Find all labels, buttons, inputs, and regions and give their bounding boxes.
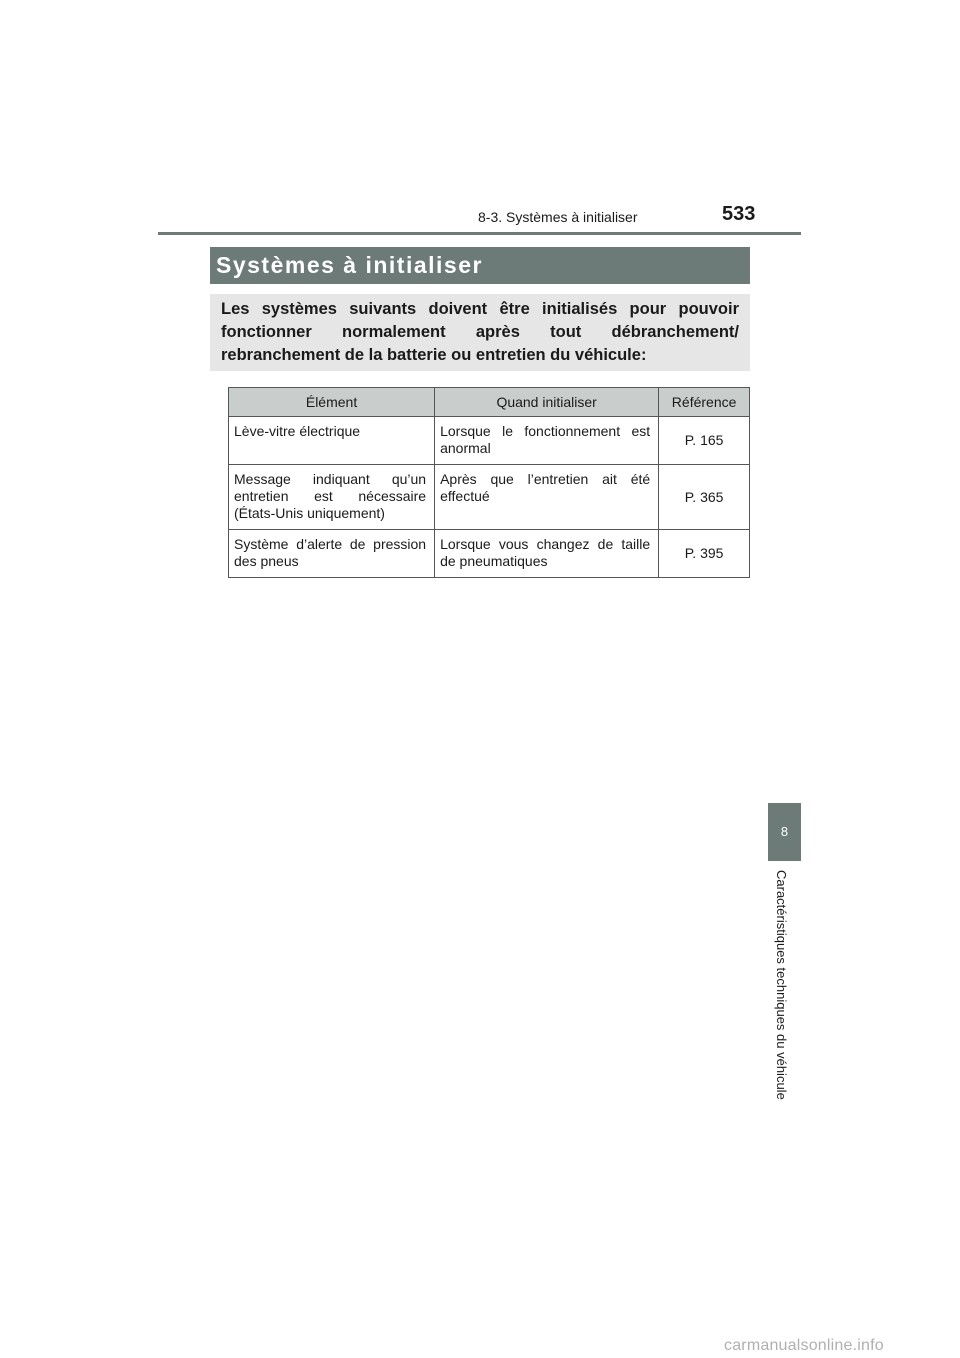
reference-table <box>228 387 750 578</box>
table-row <box>229 465 750 530</box>
cell-when: Après que l’entretien ait été effectué <box>435 465 659 530</box>
cell-reference: P. 165 <box>659 417 750 465</box>
page-title: Systèmes à initialiser <box>216 252 483 278</box>
table-row <box>229 417 750 465</box>
cell-reference: P. 395 <box>659 530 750 578</box>
chapter-side-label: Caractéristiques techniques du véhicule <box>774 870 789 1100</box>
cell-element: Système d’alerte de pression des pneus <box>229 530 435 578</box>
header-section-title: 8-3. Systèmes à initialiser <box>478 209 638 225</box>
cell-when: Lorsque vous changez de taille de pneumatiques <box>435 530 659 578</box>
cell-element: Message indiquant qu’un entretien est nécessaire (États-Unis uniquement) <box>229 465 435 530</box>
cell-when: Lorsque le fonctionnement est anormal <box>435 417 659 465</box>
chapter-number: 8 <box>780 824 789 839</box>
title-bar <box>210 247 750 284</box>
header-rule <box>158 232 801 235</box>
intro-text: Les systèmes suivants doivent être initialisés pour pouvoir fonctionner normalement après tout débranchement/ rebranchement de la batterie ou entretien du véhicule: <box>221 300 739 364</box>
column-header-when: Quand initialiser <box>435 388 659 417</box>
page-number: 533 <box>722 203 756 225</box>
cell-element: Lève-vitre électrique <box>229 417 435 465</box>
cell-reference: P. 365 <box>659 465 750 530</box>
column-header-element: Élément <box>229 388 435 417</box>
intro-box <box>210 294 750 371</box>
table-row <box>229 530 750 578</box>
watermark: carmanualsonline.info <box>724 1337 884 1354</box>
chapter-side-tab[interactable] <box>768 803 801 861</box>
column-header-reference: Référence <box>659 388 750 417</box>
table-header-row <box>229 388 750 417</box>
